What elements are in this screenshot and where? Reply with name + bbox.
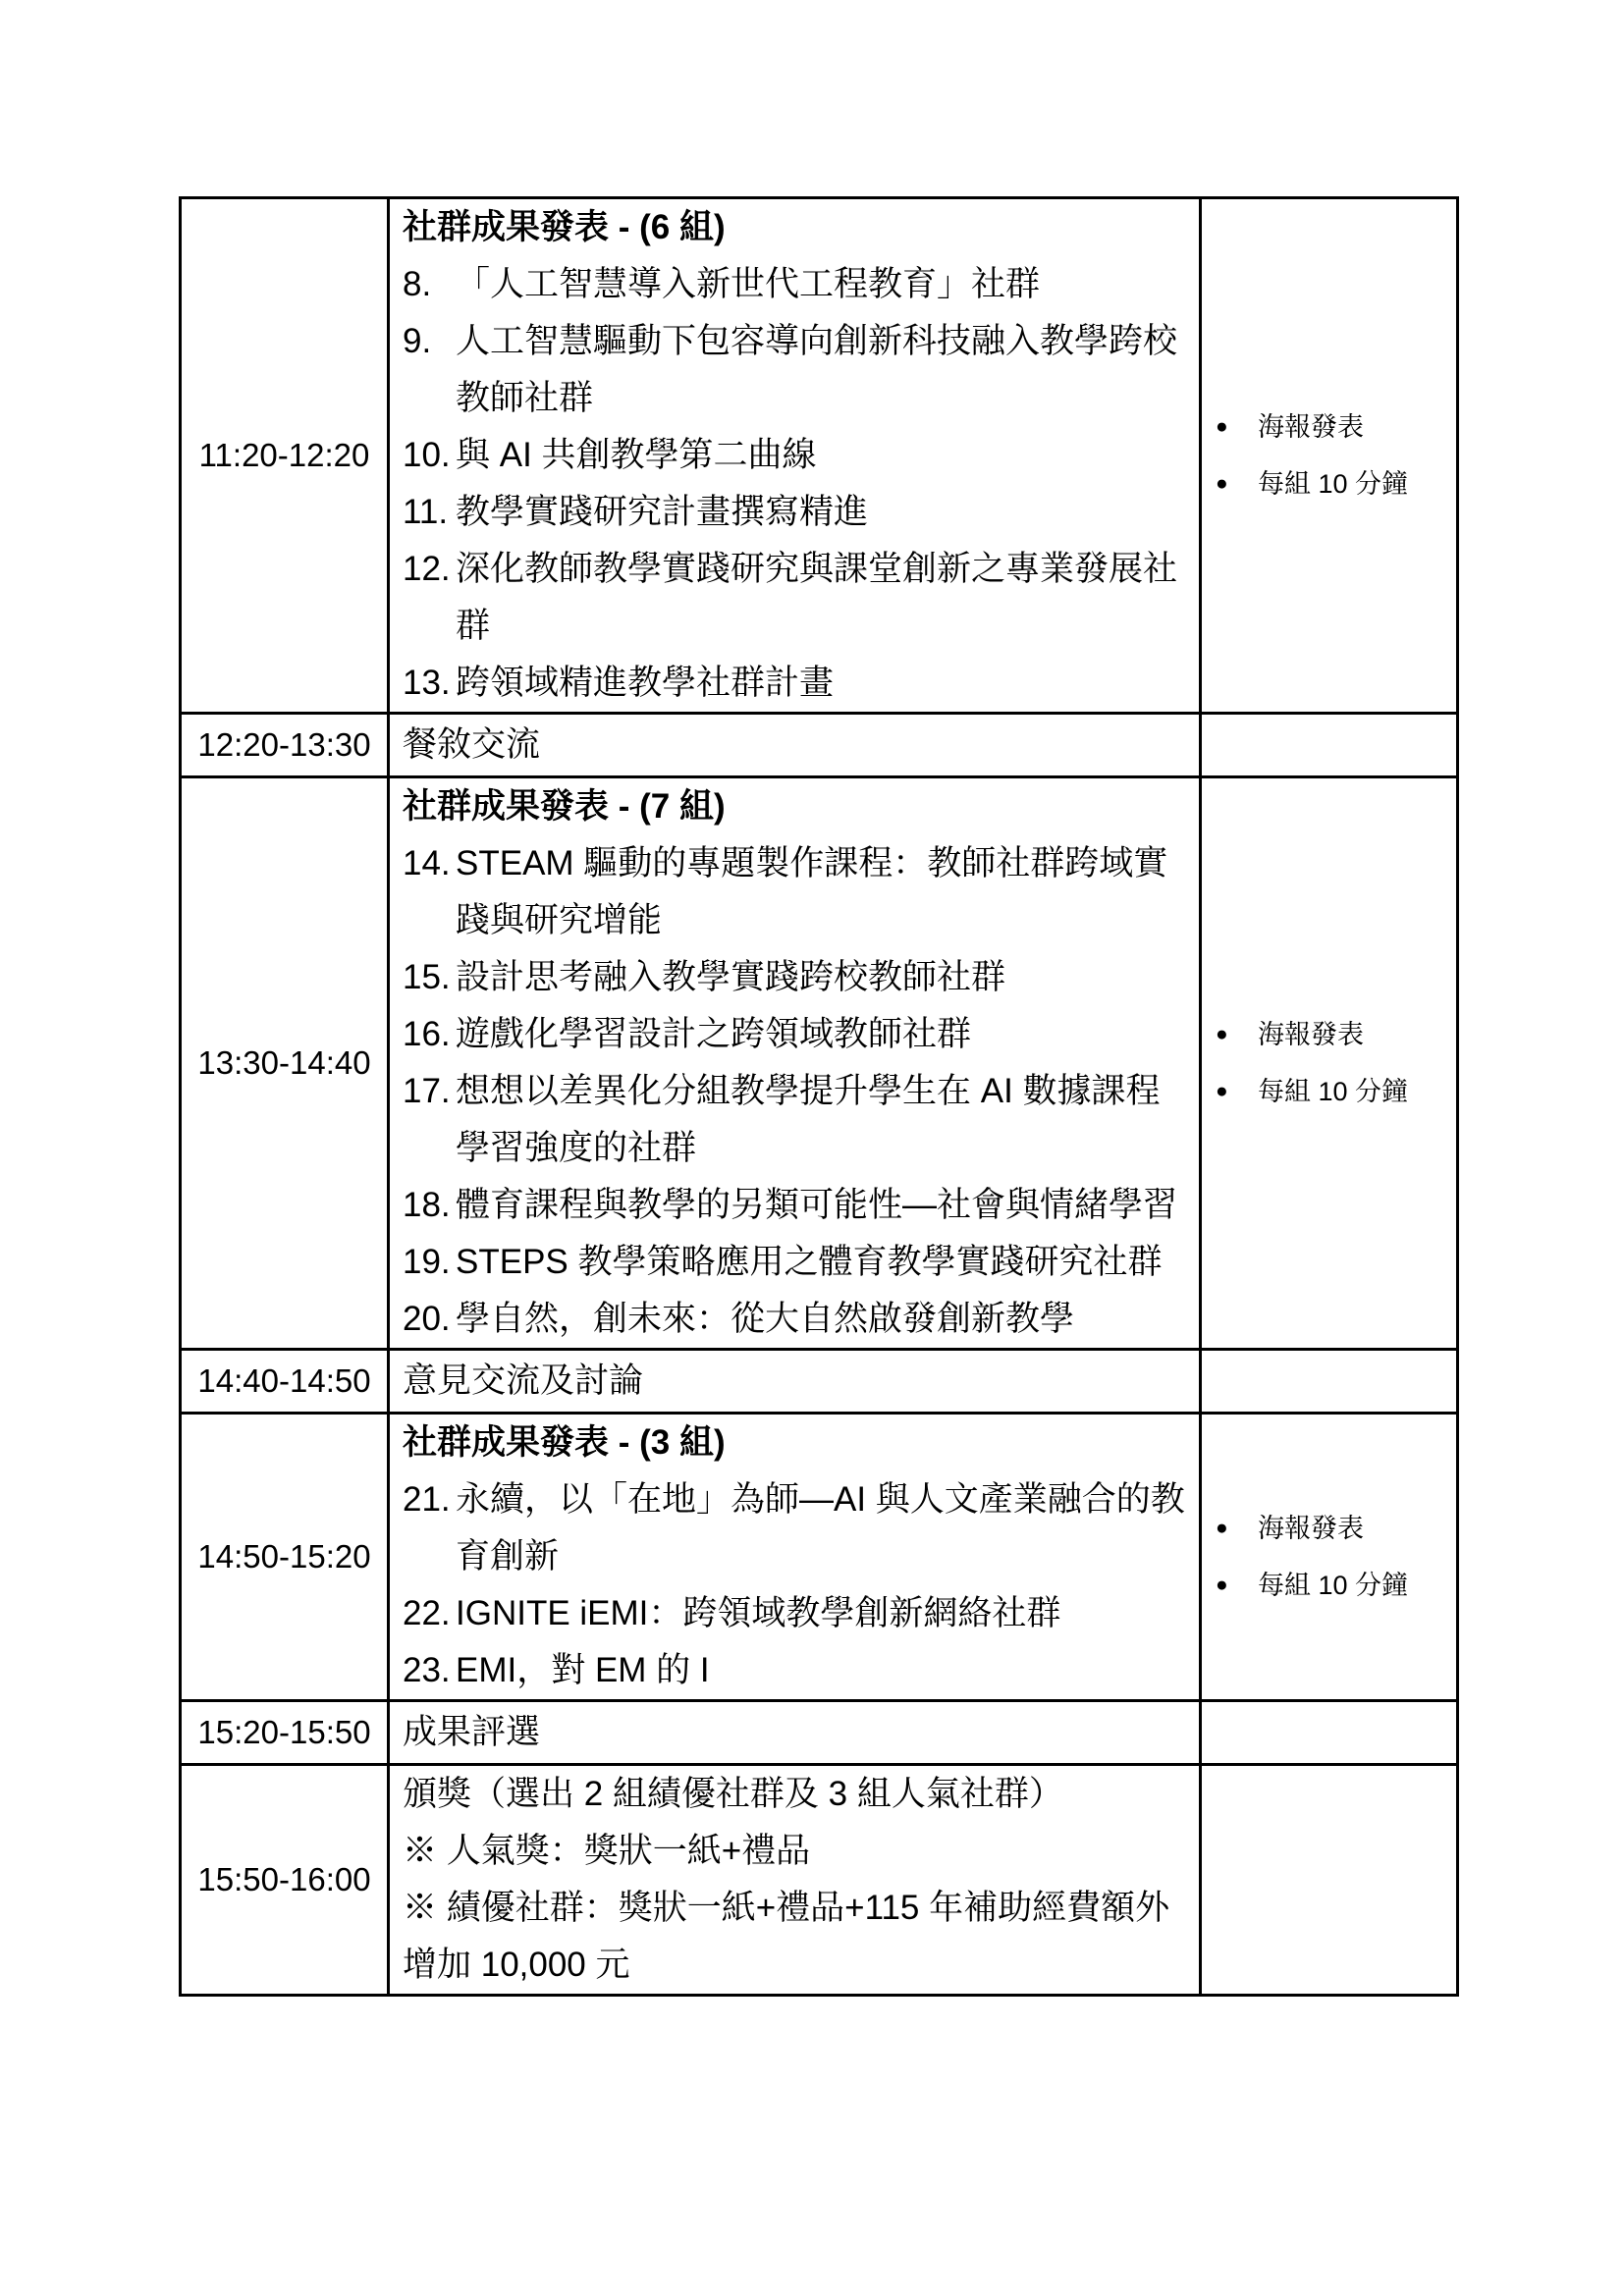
presentation-item — [403, 949, 1186, 1006]
bullet-icon: ● — [1216, 1080, 1228, 1102]
note-line — [1216, 455, 1456, 512]
presentation-item — [403, 1234, 1186, 1291]
presentation-item — [403, 1291, 1186, 1348]
item-number: 12. — [403, 550, 451, 588]
schedule-row — [181, 777, 1458, 1350]
item-text: EMI，對 EM 的 I — [456, 1651, 710, 1689]
item-text: 想想以差異化分組教學提升學生在 AI 數據課程學習強度的社群 — [456, 1072, 1161, 1167]
item-number: 8. — [403, 265, 432, 303]
award-detail-line: ※ 績優社群：獎狀一紙+禮品+115 年補助經費額外 — [403, 1889, 1170, 1927]
award-detail-line: 頒獎（選出 2 組績優社群及 3 組人氣社群） — [403, 1775, 1063, 1813]
item-number: 19. — [403, 1243, 451, 1281]
item-text: 遊戲化學習設計之跨領域教師社群 — [456, 1015, 972, 1053]
notes-cell — [1201, 1350, 1458, 1414]
bullet-icon: ● — [1216, 1517, 1228, 1539]
note-line — [1216, 1063, 1456, 1120]
item-text: 深化教師教學實踐研究與課堂創新之專業發展社群 — [456, 550, 1178, 645]
item-text: 設計思考融入教學實踐跨校教師社群 — [456, 958, 1006, 996]
presentation-item — [403, 1642, 1186, 1699]
item-number: 13. — [403, 664, 451, 702]
presentation-item — [403, 1177, 1186, 1234]
item-text: STEAM 驅動的專題製作課程：教師社群跨域實踐與研究增能 — [456, 844, 1168, 939]
presentation-item — [403, 256, 1186, 313]
presentation-item — [403, 1006, 1186, 1063]
session-content-cell — [389, 1350, 1201, 1414]
bullet-icon: ● — [1216, 415, 1228, 438]
notes-cell — [1201, 714, 1458, 777]
presentation-item — [403, 313, 1186, 427]
presentation-item — [403, 541, 1186, 655]
item-number: 18. — [403, 1186, 451, 1224]
item-number: 10. — [403, 436, 451, 474]
session-content-cell — [389, 1701, 1201, 1765]
item-text: 人工智慧驅動下包容導向創新科技融入教學跨校教師社群 — [456, 322, 1178, 417]
agenda-schedule-table — [179, 196, 1459, 1997]
bullet-icon: ● — [1216, 472, 1228, 495]
session-content-cell — [389, 1765, 1201, 1996]
item-number: 17. — [403, 1072, 451, 1110]
notes-cell — [1201, 1414, 1458, 1701]
note-text: 海報發表 — [1258, 412, 1364, 442]
session-title: 社群成果發表 - (7 組) — [403, 787, 726, 826]
item-text: 與 AI 共創教學第二曲線 — [456, 436, 817, 474]
time-range-cell: 11:20-12:20 — [181, 198, 389, 714]
schedule-row — [181, 1414, 1458, 1701]
session-title: 社群成果發表 - (6 組) — [403, 208, 726, 246]
presentation-item — [403, 655, 1186, 712]
session-content-cell — [389, 198, 1201, 714]
award-detail-line: ※ 人氣獎：獎狀一紙+禮品 — [403, 1832, 811, 1870]
award-detail-line: 增加 10,000 元 — [403, 1946, 630, 1984]
item-number: 23. — [403, 1651, 451, 1689]
bullet-icon: ● — [1216, 1023, 1228, 1045]
note-text: 每組 10 分鐘 — [1258, 1077, 1409, 1106]
item-text: 體育課程與教學的另類可能性—社會與情緒學習 — [456, 1186, 1178, 1224]
session-content-cell — [389, 777, 1201, 1350]
item-text: IGNITE iEMI：跨領域教學創新網絡社群 — [456, 1594, 1061, 1632]
item-text: 「人工智慧導入新世代工程教育」社群 — [456, 265, 1041, 303]
item-number: 21. — [403, 1480, 451, 1519]
session-content-cell — [389, 1414, 1201, 1701]
schedule-table-body — [181, 198, 1458, 1996]
note-text: 海報發表 — [1258, 1020, 1364, 1049]
presentation-item — [403, 484, 1186, 541]
presentation-item — [403, 427, 1186, 484]
note-line — [1216, 1006, 1456, 1063]
schedule-row — [181, 714, 1458, 777]
item-text: 跨領域精進教學社群計畫 — [456, 664, 835, 702]
schedule-row — [181, 1350, 1458, 1414]
notes-cell — [1201, 1701, 1458, 1765]
activity-label: 成果評選 — [403, 1713, 541, 1751]
presentation-item — [403, 835, 1186, 949]
schedule-row — [181, 198, 1458, 714]
time-range-cell: 14:50-15:20 — [181, 1414, 389, 1701]
item-text: 教學實踐研究計畫撰寫精進 — [456, 493, 869, 531]
item-number: 20. — [403, 1300, 451, 1338]
time-range-cell: 14:40-14:50 — [181, 1350, 389, 1414]
notes-cell — [1201, 777, 1458, 1350]
item-number: 9. — [403, 322, 432, 360]
note-line — [1216, 1557, 1456, 1614]
note-text: 每組 10 分鐘 — [1258, 469, 1409, 499]
presentation-item — [403, 1585, 1186, 1642]
item-number: 14. — [403, 844, 451, 882]
time-range-cell: 15:20-15:50 — [181, 1701, 389, 1765]
bullet-icon: ● — [1216, 1574, 1228, 1596]
time-range-cell: 15:50-16:00 — [181, 1765, 389, 1996]
session-title: 社群成果發表 - (3 組) — [403, 1423, 726, 1462]
schedule-row — [181, 1701, 1458, 1765]
note-text: 海報發表 — [1258, 1514, 1364, 1543]
item-number: 11. — [403, 493, 449, 531]
activity-label: 餐敘交流 — [403, 725, 541, 764]
item-number: 16. — [403, 1015, 451, 1053]
item-text: 學自然，創未來：從大自然啟發創新教學 — [456, 1300, 1075, 1338]
presentation-item — [403, 1063, 1186, 1177]
schedule-row — [181, 1765, 1458, 1996]
time-range-cell: 12:20-13:30 — [181, 714, 389, 777]
session-content-cell — [389, 714, 1201, 777]
note-line — [1216, 399, 1456, 455]
item-text: 永續，以「在地」為師—AI 與人文產業融合的教育創新 — [456, 1480, 1185, 1575]
item-number: 15. — [403, 958, 451, 996]
note-line — [1216, 1500, 1456, 1557]
presentation-item — [403, 1471, 1186, 1585]
notes-cell — [1201, 198, 1458, 714]
notes-cell — [1201, 1765, 1458, 1996]
time-range-cell: 13:30-14:40 — [181, 777, 389, 1350]
activity-label: 意見交流及討論 — [403, 1362, 644, 1400]
item-text: STEPS 教學策略應用之體育教學實踐研究社群 — [456, 1243, 1163, 1281]
item-number: 22. — [403, 1594, 451, 1632]
note-text: 每組 10 分鐘 — [1258, 1571, 1409, 1600]
